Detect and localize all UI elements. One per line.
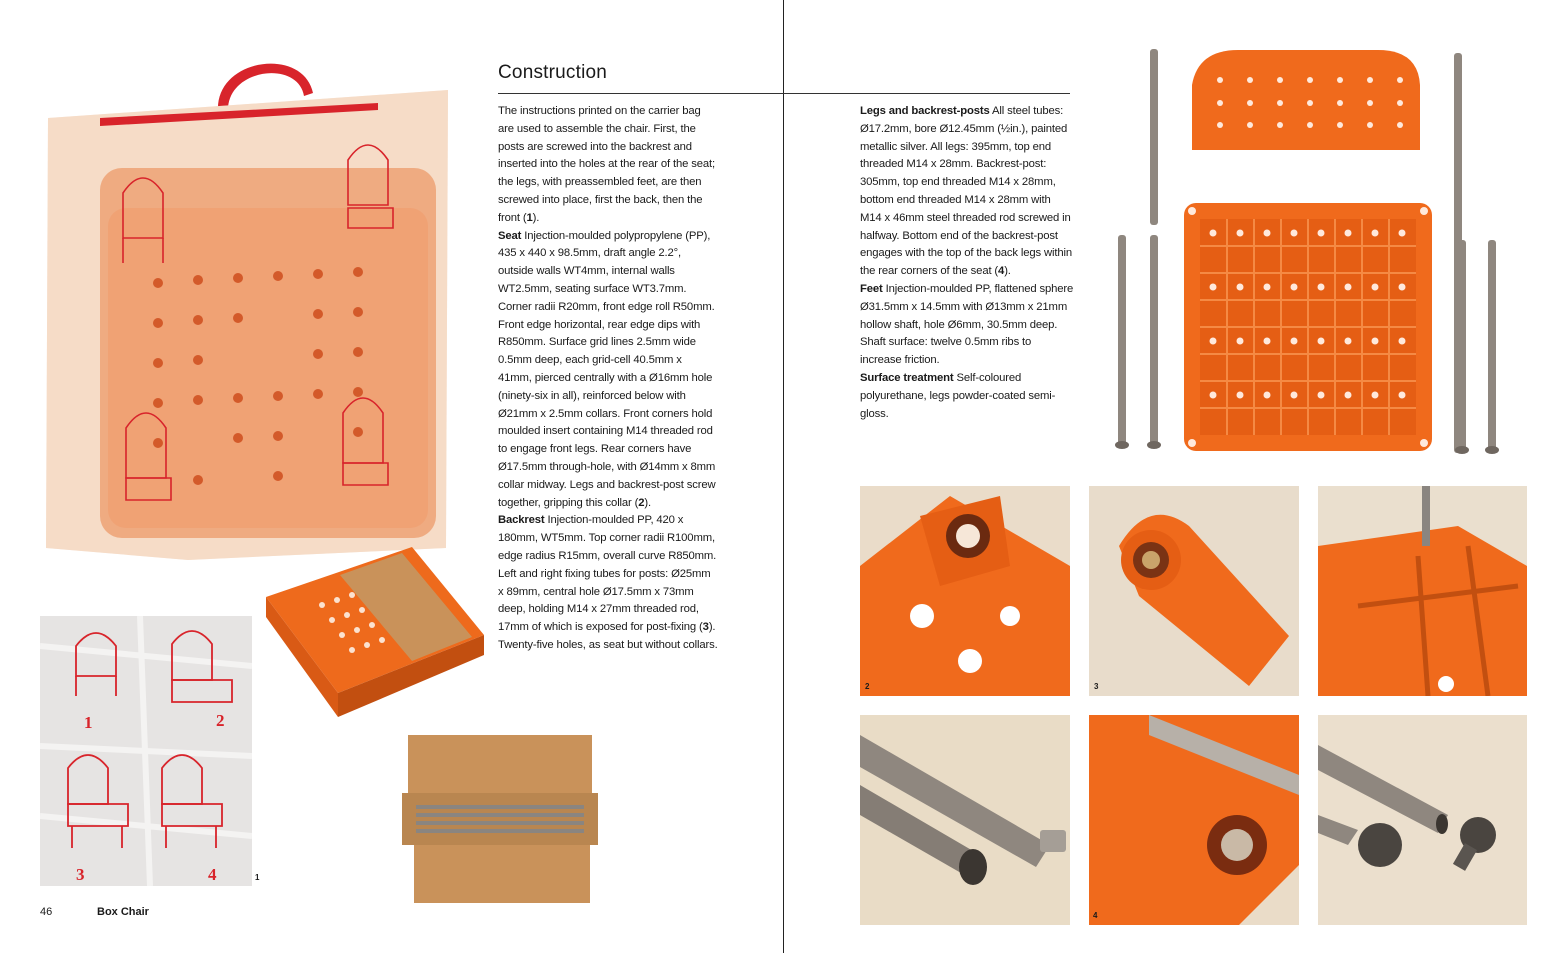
bag-step-3: 3: [76, 865, 85, 884]
surface-term: Surface treatment: [860, 371, 954, 384]
bag-step-1: 1: [84, 713, 93, 732]
detail-leg-insert-photo: [1089, 715, 1299, 925]
cardboard-box-photo: [398, 733, 600, 905]
feet-paragraph: Feet Injection-moulded PP, flattened sphere Ø31.5mm x 14.5mm with Ø13mm x 21mm hollow shaft, hole Ø6mm, 30.5mm deep. Shaft surface: twelve 0.5mm ribs to increase friction.: [860, 282, 1074, 367]
legs-paragraph: Legs and backrest-posts All steel tubes: Ø17.2mm, bore Ø12.45mm (½in.), painted metallic silver. All legs: 395mm, top end threaded M14 x 28mm. Backrest-post: 305mm, top end threaded M14 x 28mm, bottom end threaded M14 x 28mm with M14 x 46mm steel threaded rod screwed in halfway. Bottom end of the backrest-post engages with the top of the back legs within the rear corners of the seat (4).: [860, 105, 1072, 278]
detail-feet-photo: [1318, 715, 1527, 925]
figure-label-3: 3: [1094, 682, 1099, 691]
legs-term: Legs and backrest-posts: [860, 105, 990, 117]
seat-term: Seat: [498, 229, 522, 242]
figure-label-4: 4: [1093, 911, 1098, 920]
seat-paragraph: Seat Injection-moulded polypropylene (PP), 435 x 440 x 98.5mm, draft angle 2.2°, outside walls WT4mm, internal walls WT2.5mm, seating surface WT3.7mm. Corner radii R20mm, front edge roll R50mm. Front edge horizontal, rear edge dips with R850mm. Surface grid lines 2.5mm wide 0.5mm deep, each grid-cell 40.5mm x 41mm, pierced centrally with a Ø16mm hole (ninety-six in all), reinforced below with Ø21mm x 2.5mm collars. Front corners hold moulded insert containing M14 threaded rod to engage front legs. Rear corners have Ø17.5mm through-hole, with Ø14mm x 8mm collar midway. Legs and backrest-post screw together, gripping this collar (2).: [498, 229, 716, 509]
figure-label-2: 2: [865, 682, 870, 691]
backrest-paragraph: Backrest Injection-moulded PP, 420 x 180mm, WT5mm. Top corner radii R100mm, edge radius R15mm, overall curve R850mm. Left and right fixing tubes for posts: Ø25mm x 89mm, central hole Ø17.5mm x 73mm deep, holding M14 x 27mm threaded rod, 17mm of which is exposed for post-fixing (3). Twenty-five holes, as seat but without collars.: [498, 514, 718, 651]
detail-seat-underside-photo: [1318, 486, 1527, 696]
detail-backrest-tube-photo: [1089, 486, 1299, 696]
surface-paragraph: Surface treatment Self-coloured polyurethane, legs powder-coated semi-gloss.: [860, 371, 1056, 420]
feet-term: Feet: [860, 282, 883, 295]
backrest-term: Backrest: [498, 514, 545, 527]
detail-threaded-tubes-photo: [860, 715, 1070, 925]
exploded-parts-photo: [1108, 45, 1508, 457]
instruction-detail-photo: [40, 616, 252, 886]
page-number: 46: [40, 906, 53, 918]
detail-rear-corner-photo: [860, 486, 1070, 696]
construction-text-right: [860, 103, 1075, 423]
construction-text-left: [498, 103, 718, 655]
section-heading: Construction: [498, 62, 608, 83]
carrier-bag-photo: [38, 48, 460, 568]
seat-backrest-photo: [262, 545, 490, 735]
page-spine: [783, 0, 784, 953]
heading-rule: [498, 93, 1070, 94]
bag-step-2: 2: [216, 711, 225, 730]
running-title: Box Chair: [97, 906, 149, 918]
intro-paragraph: The instructions printed on the carrier bag are used to assemble the chair. First, the posts are screwed into the backrest and inserted into the holes at the rear of the seat; the legs, with preassembled feet, are then screwed into place, first the back, then the front (1).: [498, 105, 715, 224]
bag-step-4: 4: [208, 865, 217, 884]
figure-label-1: 1: [255, 873, 260, 882]
